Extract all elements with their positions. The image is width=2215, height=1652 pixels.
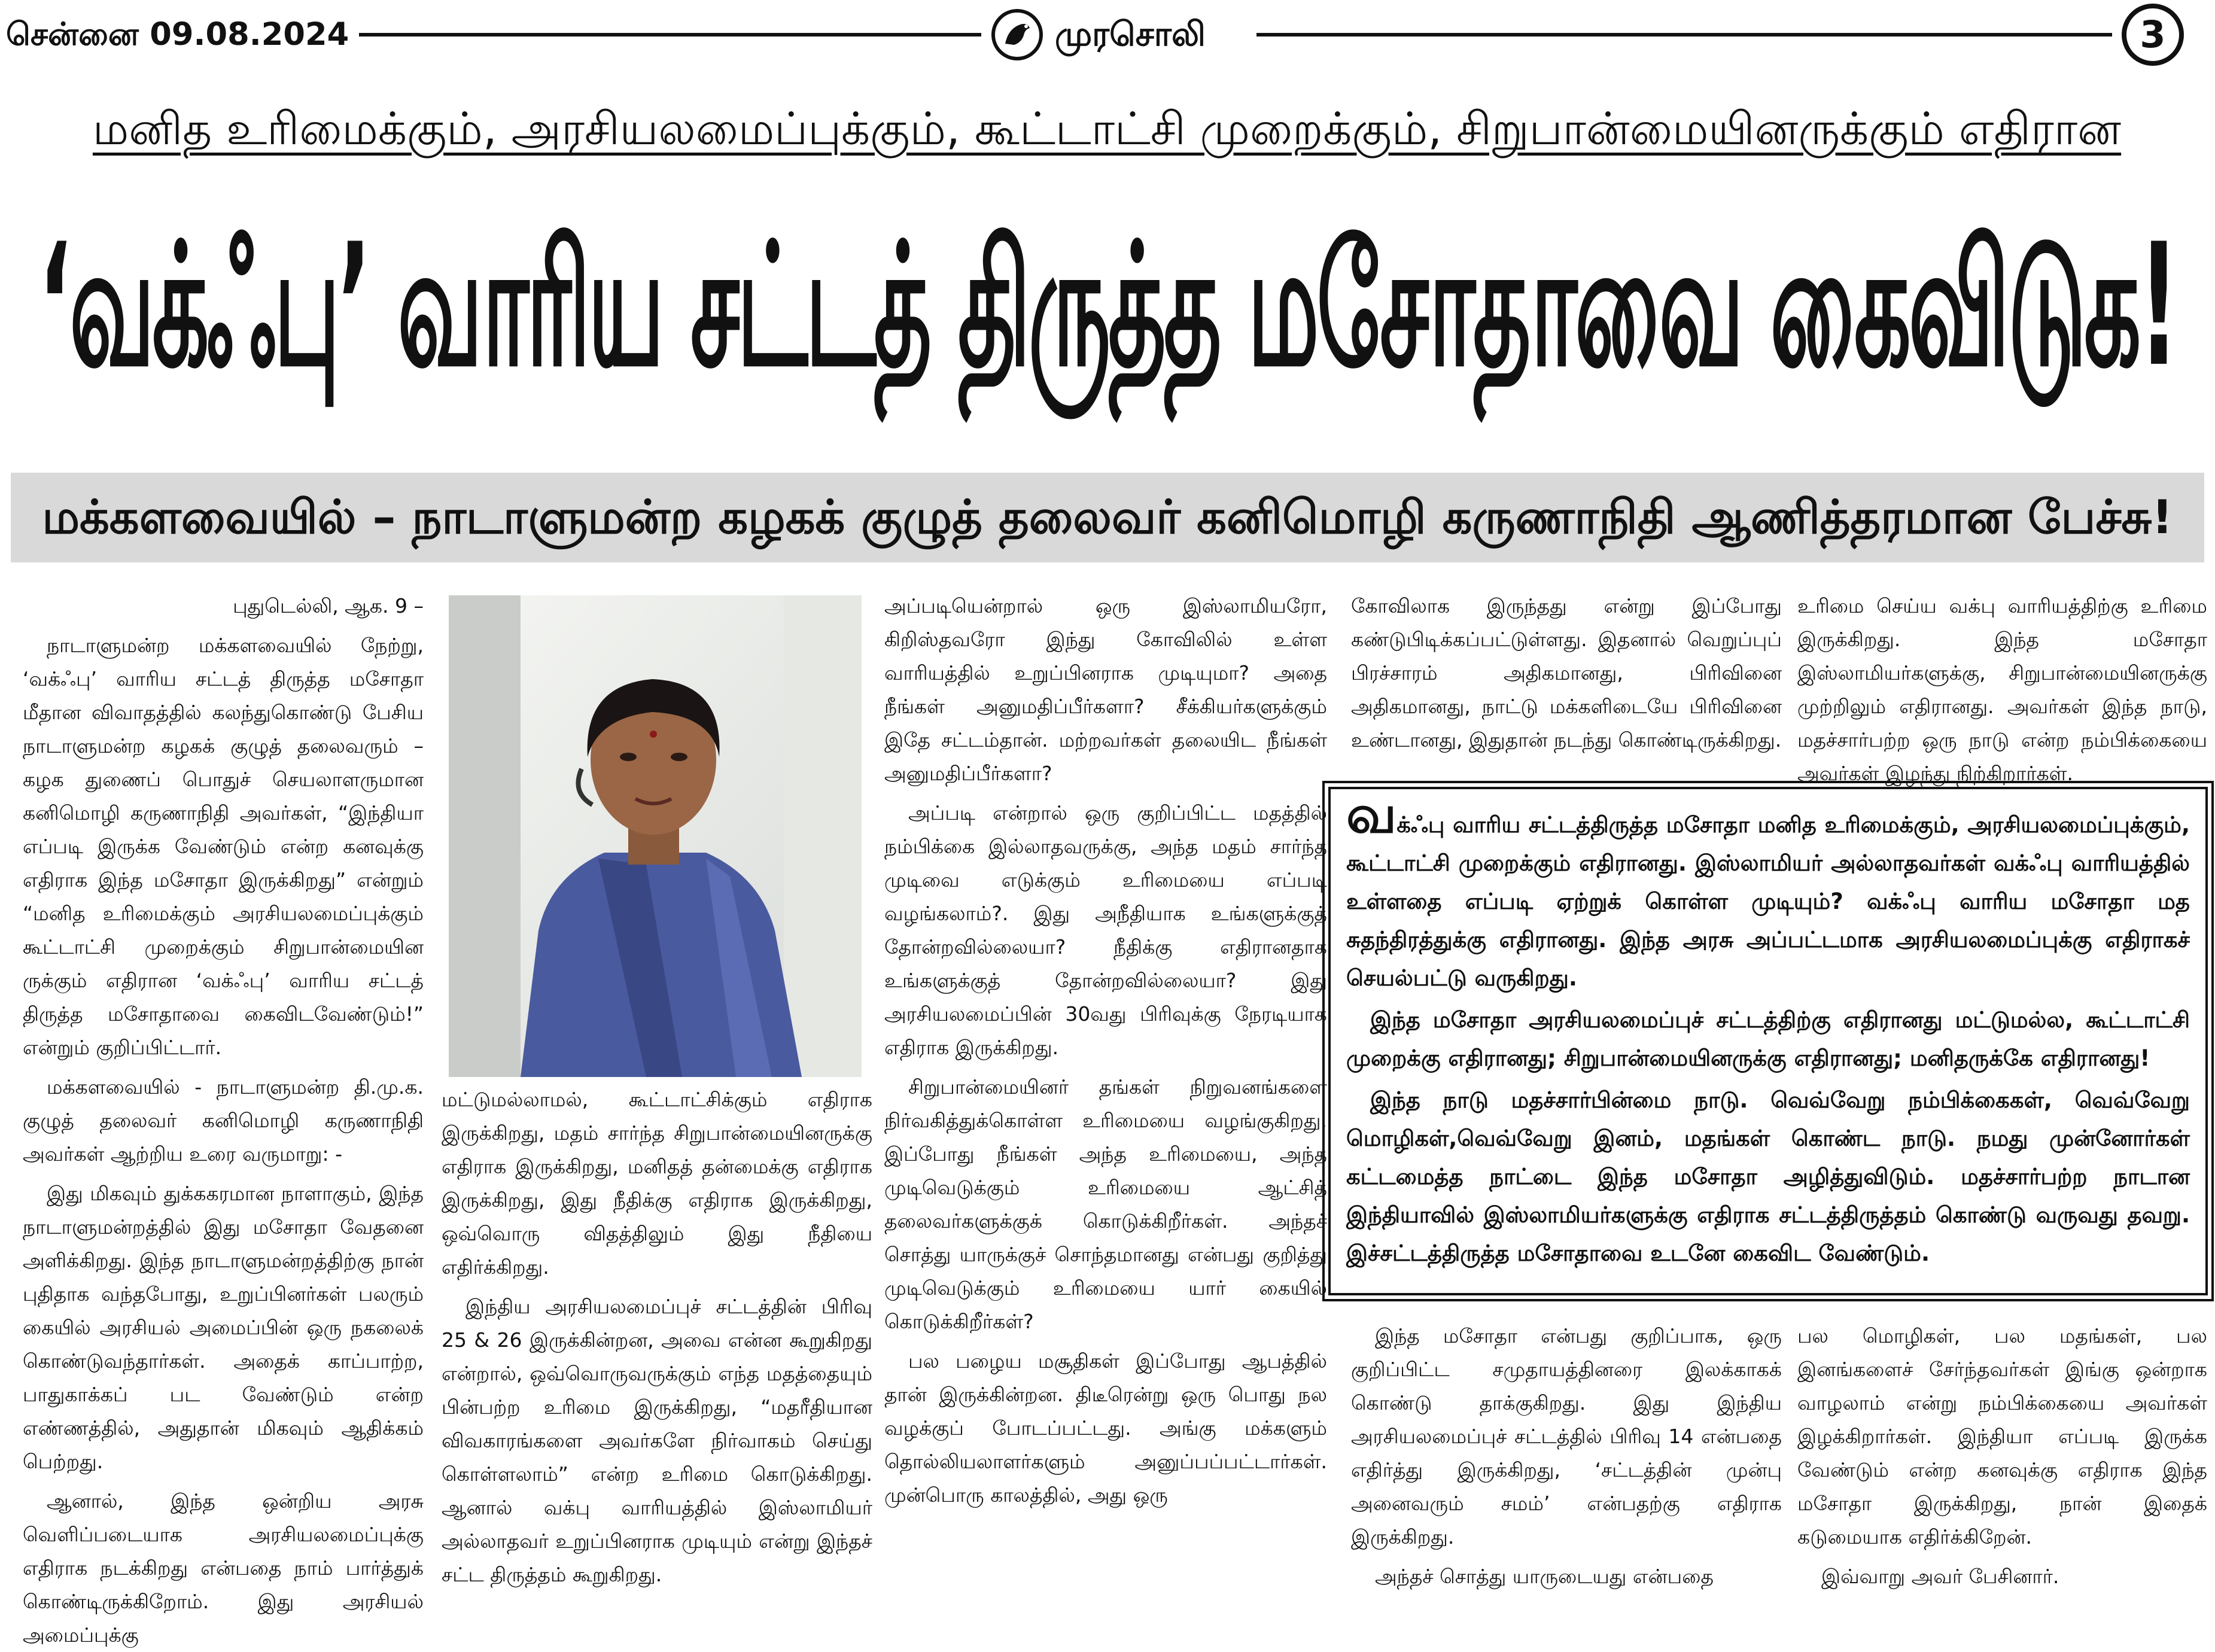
- article-paragraph: உரிமை செய்ய வக்பு வாரியத்திற்கு உரிமை இருக்கிறது. இந்த மசோதா இஸ்லாமியர்களுக்கு, சிறுபான்மையினருக்கு முற்றிலும் எதிரானது. அவர்கள் இந்த நாடு, மதச்சார்பற்ற ஒரு நாடு என்ற நம்பிக்கையை அவர்கள் இழந்து நிற்கிறார்கள்.: [1797, 594, 2207, 785]
- article-signoff: இவ்வாறு அவர் பேசினார்.: [1821, 1565, 2059, 1588]
- highlight-paragraph: இந்த மசோதா அரசியலமைப்புச் சட்டத்திற்கு எதிரானது மட்டுமல்ல, கூட்டாட்சி முறைக்கு எதிரானது; சிறுபான்மையினருக்கு எதிரானது; மனிதருக்கே எதிரானது!: [1346, 1007, 2190, 1071]
- article-paragraph: இது மிகவும் துக்ககரமான நாளாகும், இந்த நாடாளுமன்றத்தில் இது மசோதா வேதனை அளிக்கிறது. இந்த நாடாளுமன்றத்திற்கு நான் புதிதாக வந்தபோது, உறுப்பினர்கள் பலரும் கையில் அரசியல் அமைப்பின் ஒரு நகலைக் கொண்டுவந்தார்கள். அதைக் காப்பாற்ற, பாதுகாக்கப் பட வேண்டும் என்ற எண்ணத்தில், அதுதான் மிகவும் ஆதிக்கம் பெற்றது.: [23, 1182, 424, 1473]
- article-paragraph: இந்திய அரசியலமைப்புச் சட்டத்தின் பிரிவு 25 & 26 இருக்கின்றன, அவை என்ன கூறுகிறது என்றால், ஒவ்வொருவருக்கும் எந்த மதத்தையும் பின்பற்ற உரிமை இருக்கிறது, “மதரீதியான விவகாரங்களை அவர்களே நிர்வாகம் செய்து கொள்ளலாம்” என்ற உரிமை கொடுக்கிறது. ஆனால் வக்பு வாரியத்தில் இஸ்லாமியர் அல்லாதவர் உறுப்பினராக முடியும் என்று இந்தச் சட்ட திருத்தம் கூறுகிறது.: [442, 1295, 872, 1586]
- masthead-rule-right: [1256, 33, 2112, 36]
- highlight-text: க்ஃபு வாரிய சட்டத்திருத்த மசோதா மனித உரிமைக்கும், அரசியலமைப்புக்கும், கூட்டாட்சி முறைக்கும் எதிரானது. இஸ்லாமியர் அல்லாதவர்கள் வக்ஃபு வாரியத்தில் உள்ளதை எப்படி ஏற்றுக் கொள்ள முடியும்? வக்ஃபு வாரிய மசோதா மத சுதந்திரத்துக்கு எதிரானது. இந்த அரசு அப்பட்டமாக அரசியலமைப்புக்கு எதிராகச் செயல்பட்டு வருகிறது.: [1346, 812, 2190, 991]
- article-column-4-bottom: [1351, 1319, 1782, 1607]
- main-headline-area: [0, 171, 2215, 464]
- kicker-headline: மனித உரிமைக்கும், அரசியலமைப்புக்கும், கூட்டாட்சி முறைக்கும், சிறுபான்மையினருக்கும் எதிரான: [92, 102, 2122, 155]
- article-paragraph: அப்படியென்றால் ஒரு இஸ்லாமியரோ, கிறிஸ்தவரோ இந்து கோவிலில் உள்ள வாரியத்தில் உறுப்பினராக முடியுமா? அதை நீங்கள் அனுமதிப்பீர்களா? சீக்கியர்களுக்கும் இதே சட்டம்தான். மற்றவர்கள் தலையிட நீங்கள் அனுமதிப்பீர்களா?: [884, 594, 1327, 785]
- page-number: 3: [2122, 4, 2184, 66]
- article-column-2: [442, 1083, 872, 1607]
- drop-cap: வ: [1346, 783, 1397, 845]
- article-column-3: [884, 589, 1327, 1607]
- article-paragraph: ஆனால், இந்த ஒன்றிய அரசு வெளிப்படையாக அரசியலமைப்புக்கு எதிராக நடக்கிறது என்பதை நாம் பார்த்துக் கொண்டிருக்கிறோம். இது அரசியல் அமைப்புக்கு: [23, 1489, 424, 1647]
- article-column-5-top: [1797, 589, 2207, 787]
- article-paragraph: நாடாளுமன்ற மக்களவையில் நேற்று, ‘வக்ஃபு’ வாரிய சட்டத் திருத்த மசோதா மீதான விவாதத்தில் கலந்துகொண்டு பேசிய நாடாளுமன்ற கழகக் குழுத் தலைவரும் – கழக துணைப் பொதுச் செயலாளருமான கனிமொழி கருணாநிதி அவர்கள், “இந்தியா எப்படி இருக்க வேண்டும் என்ற கனவுக்கு எதிராக இந்த மசோதா இருக்கிறது” என்றும் “மனித உரிமைக்கும் அரசியலமைப்புக்கும் கூட்டாட்சி முறைக்கும் சிறுபான்மையின ருக்கும் எதிரான ‘வக்ஃபு’ வாரிய சட்டத் திருத்த மசோதாவை கைவிடவேண்டும்!” என்றும் குறிப்பிட்டார்.: [23, 634, 424, 1059]
- article-column-4-top: [1351, 589, 1782, 787]
- article-column-1: [23, 589, 424, 1647]
- subheadline-banner: மக்களவையில் – நாடாளுமன்ற கழகக் குழுத் தலைவர் கனிமொழி கருணாநிதி ஆணித்தரமான பேச்சு!: [11, 473, 2204, 562]
- masthead-rule-left: [359, 33, 981, 36]
- article-column-5-bottom: [1797, 1319, 2207, 1607]
- highlight-quote-box: [1328, 783, 2208, 1295]
- speaker-photo: [449, 595, 862, 1077]
- masthead-logo: [990, 5, 1253, 65]
- article-paragraph: அப்படி என்றால் ஒரு குறிப்பிட்ட மதத்தில் நம்பிக்கை இல்லாதவருக்கு, அந்த மதம் சார்ந்த முடிவை எடுக்கும் உரிமையை எப்படி வழங்கலாம்?. இது அநீதியாக உங்களுக்குத் தோன்றவில்லையா? நீதிக்கு எதிரானதாக உங்களுக்குத் தோன்றவில்லையா? இது அரசியலமைப்பின் 30வது பிரிவுக்கு நேரடியாக எதிராக இருக்கிறது.: [884, 801, 1327, 1059]
- paper-name: முரசொலி: [1055, 15, 1206, 54]
- paper-emblem-icon: [990, 8, 1044, 62]
- article-paragraph: மட்டுமல்லாமல், கூட்டாட்சிக்கும் எதிராக இருக்கிறது, மதம் சார்ந்த சிறுபான்மையினருக்கு எதிராக இருக்கிறது, மனிதத் தன்மைக்கு எதிராக இருக்கிறது, இது நீதிக்கு எதிராக இருக்கிறது, ஒவ்வொரு விதத்திலும் இது நீதியை எதிர்க்கிறது.: [442, 1088, 872, 1279]
- article-paragraph: பல மொழிகள், பல மதங்கள், பல இனங்களைச் சேர்ந்தவர்கள் இங்கு ஒன்றாக வாழலாம் என்று நம்பிக்கையை அவர்கள் இழக்கிறார்கள். இந்தியா எப்படி இருக்க வேண்டும் என்ற கனவுக்கு எதிராக இந்த மசோதா இருக்கிறது, நான் இதைக் கடுமையாக எதிர்க்கிறேன்.: [1797, 1324, 2207, 1548]
- article-paragraph: அந்தச் சொத்து யாருடையது என்பதை: [1375, 1565, 1714, 1588]
- article-paragraph: கோவிலாக இருந்தது என்று இப்போது கண்டுபிடிக்கப்பட்டுள்ளது. இதனால் வெறுப்புப் பிரச்சாரம் அதிகமானது, பிரிவினை அதிகமானது, நாட்டு மக்களிடையே பிரிவினை உண்டானது, இதுதான் நடந்து கொண்டிருக்கிறது.: [1351, 594, 1782, 752]
- article-paragraph: சிறுபான்மையினர் தங்கள் நிறுவனங்களை நிர்வகித்துக்கொள்ள உரிமையை வழங்குகிறது. இப்போது நீங்கள் அந்த உரிமையை, அந்த முடிவெடுக்கும் உரிமையை ஆட்சித் தலைவர்களுக்குக் கொடுக்கிறீர்கள். அந்தச் சொத்து யாருக்குச் சொந்தமானது என்பது குறித்து முடிவெடுக்கும் உரிமையை யார் கையில் கொடுக்கிறீர்கள்?: [884, 1075, 1327, 1333]
- masthead-date: சென்னை 09.08.2024: [6, 16, 349, 53]
- article-paragraph: மக்களவையில் - நாடாளுமன்ற தி.மு.க. குழுத் தலைவர் கனிமொழி கருணாநிதி அவர்கள் ஆற்றிய உரை வருமாறு: -: [23, 1075, 424, 1166]
- main-headline: ‘வக்ஃபு’ வாரிய சட்டத் திருத்த மசோதாவை கைவிடுக!: [38, 208, 2177, 405]
- highlight-paragraph: இந்த நாடு மதச்சார்பின்மை நாடு. வெவ்வேறு நம்பிக்கைகள், வெவ்வேறு மொழிகள்,வெவ்வேறு இனம், மதங்கள் கொண்ட நாடு. நமது முன்னோர்கள் கட்டமைத்த நாட்டை இந்த மசோதா அழித்துவிடும். மதச்சார்பற்ற நாடான இந்தியாவில் இஸ்லாமியர்களுக்கு எதிராக சட்டத்திருத்தம் கொண்டு வருவது தவறு. இச்சட்டத்திருத்த மசோதாவை உடனே கைவிட வேண்டும்.: [1346, 1087, 2190, 1266]
- dateline: புதுடெல்லி, ஆக. 9 –: [233, 594, 424, 617]
- highlight-paragraph: [1346, 783, 2190, 997]
- article-paragraph: இந்த மசோதா என்பது குறிப்பாக, ஒரு குறிப்பிட்ட சமுதாயத்தினரை இலக்காகக் கொண்டு தாக்குகிறது. இது இந்திய அரசியலமைப்புச் சட்டத்தில் பிரிவு 14 என்பதை எதிர்த்து இருக்கிறது, ‘சட்டத்தின் முன்பு அனைவரும் சமம்’ என்பதற்கு எதிராக இருக்கிறது.: [1351, 1324, 1782, 1548]
- article-paragraph: பல பழைய மசூதிகள் இப்போது ஆபத்தில் தான் இருக்கின்றன. திடீரென்று ஒரு பொது நல வழக்குப் போடப்பட்டது. அங்கு மக்களும் தொல்லியலாளர்களும் அனுப்பப்பட்டார்கள். முன்பொரு காலத்தில், அது ஒரு: [884, 1349, 1327, 1507]
